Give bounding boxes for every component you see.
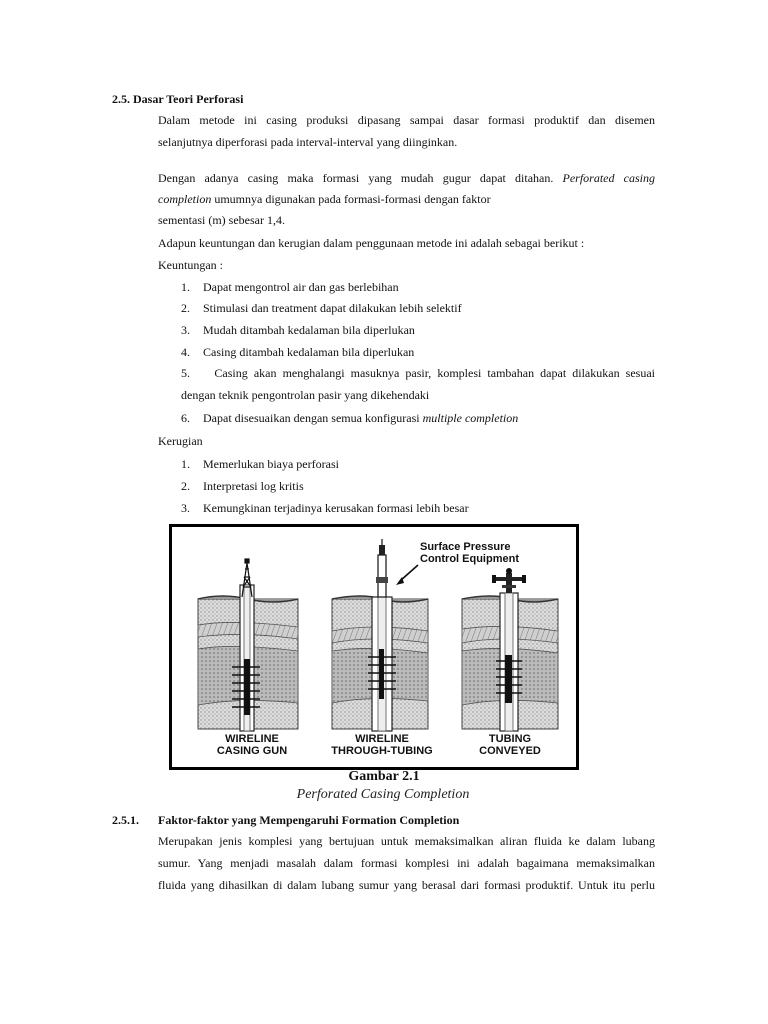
subsection-number: 2.5.1. [112, 813, 139, 827]
list-item: 5. Casing akan menghalangi masuknya pasir, komplesi tambahan dapat dilakukan sesuai [181, 366, 656, 380]
figure-caption-title: Gambar 2.1 [348, 769, 420, 784]
well-tubing-conveyed [462, 568, 558, 731]
perforation-figure [169, 524, 579, 770]
list-item: 1. Dapat mengontrol air dan gas berlebihan [181, 280, 399, 294]
well-wireline-through-tubing [332, 539, 428, 731]
subsection-line3: fluida yang dihasilkan di dalam lubang sumur yang berasal dari formasi produktif. Untuk itu perlu [158, 878, 655, 892]
para2-line2 [158, 192, 491, 207]
intro-text: Adapun keuntungan dan kerugian dalam penggunaan metode ini adalah sebagai berikut : [158, 236, 585, 250]
surface-pressure-callout: Surface Pressure Control Equipment [420, 541, 519, 565]
para2-line3: sementasi (m) sebesar 1,4. [158, 213, 285, 227]
para2-line1 [158, 171, 655, 186]
list-item: 1. Memerlukan biaya perforasi [181, 457, 339, 471]
figure-caption-subtitle: Perforated Casing Completion [296, 787, 470, 802]
list-item: 4. Casing ditambah kedalaman bila diperlukan [181, 345, 415, 359]
list-item: 2. Stimulasi dan treatment dapat dilakukan lebih selektif [181, 301, 462, 315]
subsection-heading: Faktor-faktor yang Mempengaruhi Formation Completion [158, 813, 460, 827]
section-heading: 2.5. Dasar Teori Perforasi [112, 92, 244, 106]
list-item: 3. Mudah ditambah kedalaman bila diperlukan [181, 323, 415, 337]
subsection-line2: sumur. Yang menjadi masalah dalam formasi komplesi ini adalah bagaimana memaksimalkan [158, 856, 655, 870]
list-item: 3. Kemungkinan terjadinya kerusakan formasi lebih besar [181, 501, 469, 515]
keuntungan-label: Keuntungan : [158, 258, 223, 272]
list-item-continuation: dengan teknik pengontrolan pasir yang dikehendaki [181, 388, 430, 402]
well-wireline-casing-gun [198, 559, 298, 731]
kerugian-label: Kerugian [158, 434, 203, 448]
para2-completion-italic: completion [158, 192, 212, 206]
para1-line2: selanjutnya diperforasi pada interval-interval yang diinginkan. [158, 135, 458, 149]
subsection-line1: Merupakan jenis komplesi yang bertujuan untuk memaksimalkan aliran fluida ke dalam lubang [158, 834, 655, 848]
label-wireline-through-tubing: WIRELINE THROUGH-TUBING [331, 733, 433, 757]
list-item: 2. Interpretasi log kritis [181, 479, 304, 493]
label-tubing-conveyed: TUBING CONVEYED [479, 733, 541, 757]
para2-line1-text: Dengan adanya casing maka formasi yang mudah gugur dapat ditahan. [158, 171, 554, 185]
para2-line2-text: umumnya digunakan pada formasi-formasi dengan faktor [214, 192, 491, 206]
para2-term-italic: Perforated casing [562, 171, 655, 185]
list-item: 6. Dapat disesuaikan dengan semua konfigurasi multiple completion [181, 411, 519, 425]
label-wireline-casing-gun: WIRELINE CASING GUN [216, 733, 288, 757]
para1-line1: Dalam metode ini casing produksi dipasang sampai dasar formasi produktif dan disemen [158, 113, 655, 127]
